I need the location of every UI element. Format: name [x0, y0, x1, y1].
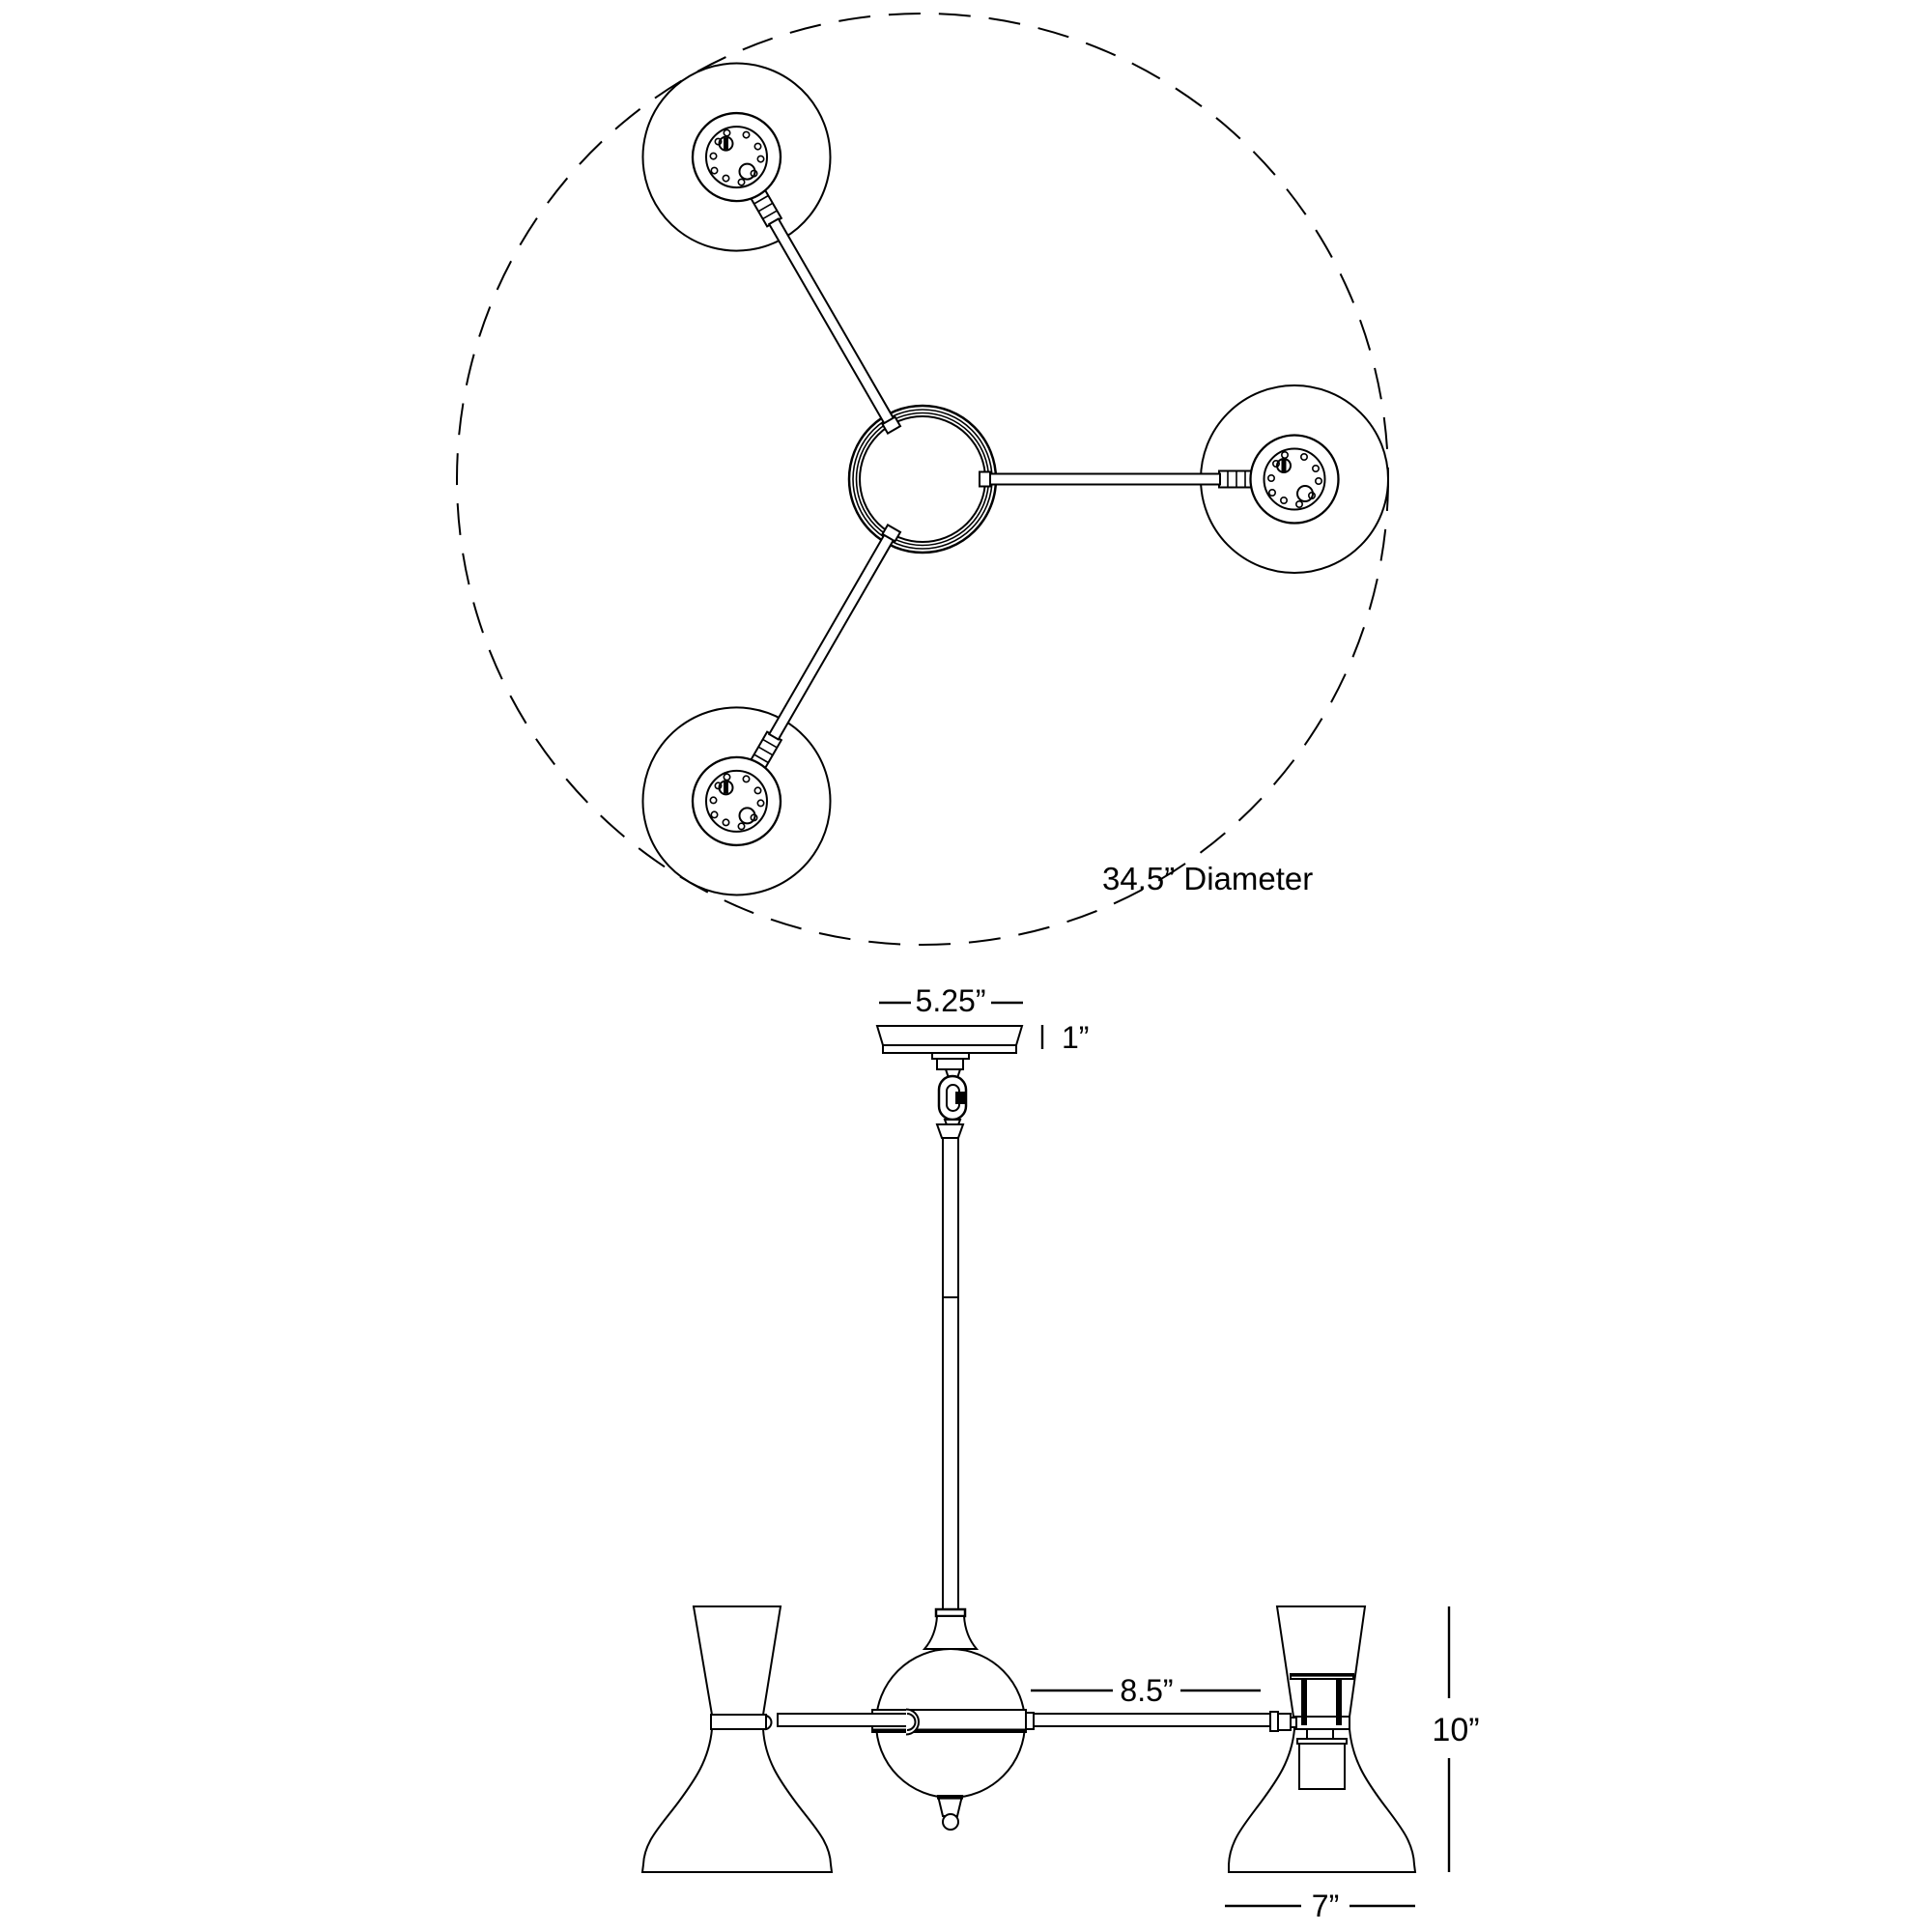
shade-width-label: 7”	[1311, 1889, 1340, 1923]
left-shade	[642, 1606, 832, 1872]
diameter-label: 34.5” Diameter	[1102, 861, 1314, 896]
front-view	[642, 983, 1480, 1923]
chain-link	[937, 1069, 966, 1138]
socket-plate-right	[1264, 449, 1325, 510]
canopy-height-label: 1”	[1062, 1020, 1090, 1055]
shade-width-dimension	[1225, 1889, 1415, 1923]
canopy-height-dimension	[1042, 1020, 1089, 1055]
right-arm	[1034, 1712, 1297, 1731]
shade-height-label: 10”	[1432, 1712, 1480, 1748]
arm-length-dimension	[1031, 1673, 1261, 1708]
right-shade	[1229, 1606, 1415, 1872]
shade-height-dimension	[1432, 1606, 1479, 1872]
socket-plate-bottom	[706, 771, 767, 832]
stem-rod	[924, 1138, 977, 1649]
arm-assembly-right	[980, 385, 1388, 573]
center-hub-top	[849, 406, 996, 553]
top-view	[457, 14, 1388, 945]
arm-length-label: 8.5”	[1120, 1673, 1174, 1708]
canopy-width-dimension	[879, 983, 1023, 1018]
canopy-width-label: 5.25”	[915, 983, 986, 1018]
sphere-finial	[937, 1796, 963, 1830]
ceiling-canopy	[877, 1026, 1022, 1069]
socket-plate-top	[706, 127, 767, 187]
